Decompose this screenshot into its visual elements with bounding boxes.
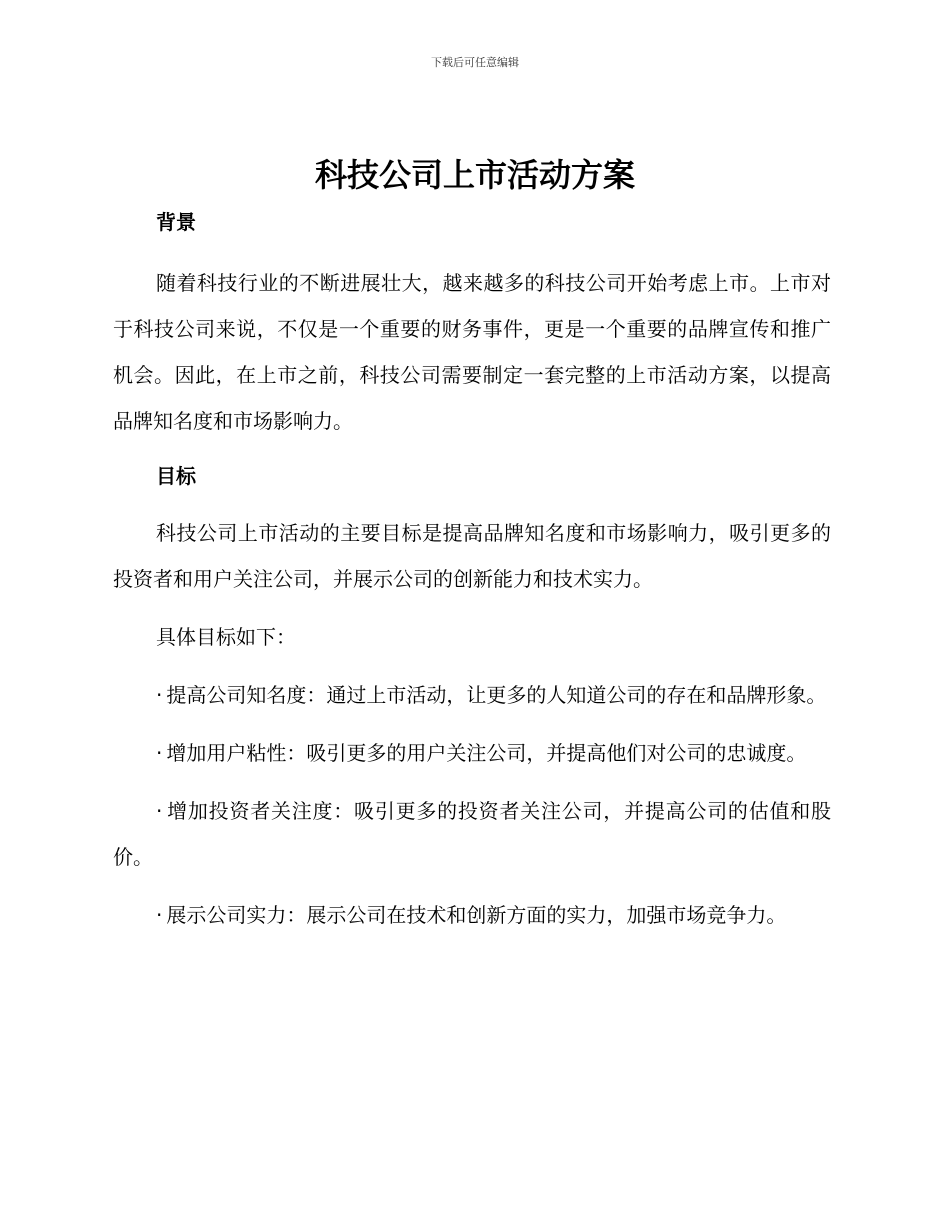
- goal-bullet-text: 增加投资者关注度：吸引更多的投资者关注公司，并提高公司的估值和股价。: [113, 799, 831, 869]
- section-heading-background: 背景: [156, 210, 196, 234]
- goal-bullet-text: 提高公司知名度：通过上市活动，让更多的人知道公司的存在和品牌形象。: [166, 683, 827, 707]
- goal-bullet-item: [113, 892, 831, 938]
- section-heading-goals: 目标: [156, 464, 196, 488]
- goal-bullet-item: [113, 672, 831, 718]
- bullet-dot-icon: ·: [156, 903, 163, 927]
- header-note: 下载后可任意编辑: [431, 56, 519, 69]
- document-body: [113, 204, 831, 950]
- bullet-dot-icon: ·: [156, 741, 163, 765]
- bullet-dot-icon: ·: [156, 799, 163, 823]
- goals-paragraph: 科技公司上市活动的主要目标是提高品牌知名度和市场影响力，吸引更多的投资者和用户关注公司，并展示公司的创新能力和技术实力。: [113, 521, 831, 591]
- goal-bullet-item: [113, 788, 831, 880]
- goal-bullet-text: 展示公司实力：展示公司在技术和创新方面的实力，加强市场竞争力。: [166, 903, 787, 927]
- background-paragraph: 随着科技行业的不断进展壮大，越来越多的科技公司开始考虑上市。上市对于科技公司来说，不仅是一个重要的财务事件，更是一个重要的品牌宣传和推广机会。因此，在上市之前，科技公司需要制定一套完整的上市活动方案，以提高品牌知名度和市场影响力。: [113, 271, 831, 433]
- document-title: 科技公司上市活动方案: [314, 156, 635, 194]
- goal-bullet-item: [113, 730, 831, 776]
- bullet-dot-icon: ·: [156, 683, 163, 707]
- goals-intro: 具体目标如下：: [156, 625, 296, 649]
- goal-bullet-text: 增加用户粘性：吸引更多的用户关注公司，并提高他们对公司的忠诚度。: [166, 741, 807, 765]
